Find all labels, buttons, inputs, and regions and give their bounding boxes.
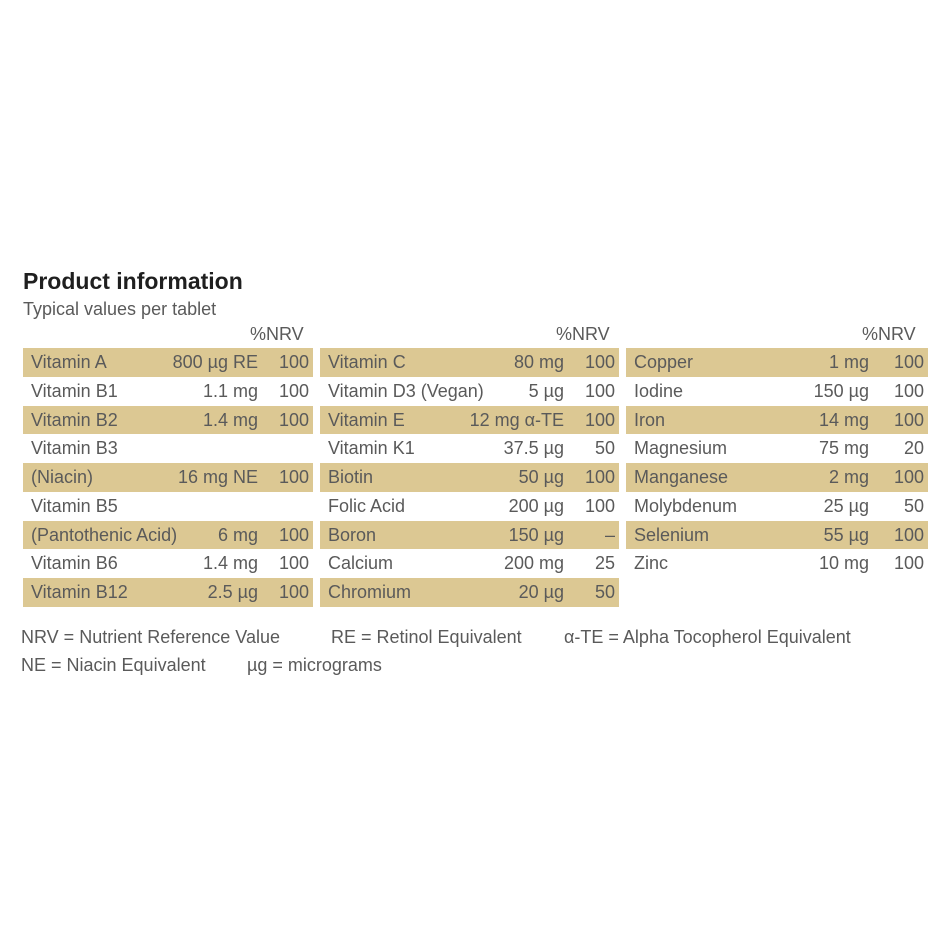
- nutrient-amount: 800 µg RE: [172, 352, 258, 372]
- table-row: [320, 348, 619, 377]
- nutrient-amount: 16 mg NE: [177, 467, 258, 487]
- table-row: [23, 377, 313, 406]
- table-row: [23, 549, 313, 578]
- nutrient-amount: 20 µg: [518, 582, 564, 602]
- nutrient-nrv: 100: [584, 380, 615, 401]
- nutrient-nrv: 100: [584, 352, 615, 372]
- footnote-nrv: NRV = Nutrient Reference Value: [21, 627, 280, 647]
- table-row: [23, 492, 313, 521]
- nutrient-name: Manganese: [634, 467, 729, 487]
- nutrient-amount: 50 µg: [518, 467, 564, 487]
- nutrient-name: Vitamin B1: [31, 380, 118, 401]
- table-row: [23, 406, 313, 435]
- nutrient-amount: 200 mg: [503, 553, 564, 574]
- nutrient-nrv: 100: [278, 409, 309, 430]
- nutrient-amount: 1 mg: [828, 352, 869, 372]
- nutrient-name: Vitamin B3: [31, 438, 118, 459]
- table-row: [626, 434, 928, 463]
- table-row: [626, 492, 928, 521]
- table-row: [626, 377, 928, 406]
- table-row: [23, 434, 313, 463]
- nutrient-nrv: –: [604, 524, 615, 545]
- nutrient-nrv: 100: [893, 524, 924, 545]
- nutrient-name: Vitamin B2: [31, 409, 118, 430]
- nutrient-amount: 25 µg: [823, 495, 869, 516]
- footnote-re: RE = Retinol Equivalent: [331, 627, 522, 647]
- nutrient-amount: 10 mg: [818, 553, 869, 574]
- nutrient-name: Vitamin B5: [31, 495, 118, 516]
- table-row: [626, 406, 928, 435]
- nutrient-nrv: 100: [278, 380, 309, 401]
- nutrient-name: Vitamin K1: [328, 438, 415, 459]
- table-row: [23, 578, 313, 607]
- nutrient-nrv: 50: [594, 582, 615, 602]
- nutrient-name: Chromium: [328, 582, 412, 602]
- nutrient-nrv: 100: [278, 352, 309, 372]
- nutrient-amount: 2.5 µg: [207, 582, 258, 602]
- nutrient-name: Biotin: [328, 467, 374, 487]
- nutrient-amount: 1.4 mg: [202, 553, 258, 574]
- nutrient-amount: 14 mg: [818, 409, 869, 430]
- nutrient-nrv: 20: [903, 438, 924, 459]
- nutrient-amount: 1.1 mg: [202, 380, 258, 401]
- table-row: [626, 463, 928, 492]
- table-row: [320, 377, 619, 406]
- footnote-ne: NE = Niacin Equivalent: [21, 655, 206, 675]
- page-title: Product information: [23, 268, 243, 294]
- nutrient-name: Copper: [634, 352, 694, 372]
- nutrient-name: Vitamin B12: [31, 582, 128, 602]
- nutrient-amount: 75 mg: [818, 438, 869, 459]
- nutrient-amount: 1.4 mg: [202, 409, 258, 430]
- nutrient-nrv: 100: [584, 409, 615, 430]
- footnote-line-1: [21, 627, 941, 651]
- nutrient-name: (Niacin): [31, 467, 94, 487]
- nutrient-amount: 55 µg: [823, 524, 869, 545]
- nutrient-amount: 150 µg: [813, 380, 869, 401]
- nutrient-name: Folic Acid: [328, 495, 406, 516]
- nutrient-amount: 150 µg: [508, 524, 564, 545]
- nutrient-name: Molybdenum: [634, 495, 738, 516]
- nutrient-nrv: 100: [278, 553, 309, 574]
- nutrient-nrv: 50: [903, 495, 924, 516]
- table-row: [23, 348, 313, 377]
- table-row: [320, 406, 619, 435]
- nutrient-name: Vitamin C: [328, 352, 406, 372]
- nrv-header-col2: %NRV: [556, 324, 610, 344]
- table-row: [23, 521, 313, 550]
- nrv-header-col1: %NRV: [250, 324, 304, 344]
- table-row: [320, 521, 619, 550]
- footnote-line-2: [21, 655, 941, 679]
- nutrient-name: Magnesium: [634, 438, 728, 459]
- table-row: [626, 549, 928, 578]
- nutrient-name: Zinc: [634, 553, 669, 574]
- nutrient-amount: 5 µg: [528, 380, 564, 401]
- nutrient-nrv: 25: [594, 553, 615, 574]
- nutrient-amount: 200 µg: [508, 495, 564, 516]
- nutrient-table-col3: [626, 348, 928, 578]
- nutrient-nrv: 100: [278, 582, 309, 602]
- nutrient-nrv: 100: [278, 524, 309, 545]
- table-row: [320, 463, 619, 492]
- footnote-ug: µg = micrograms: [247, 655, 382, 675]
- table-row: [320, 549, 619, 578]
- nutrient-amount: 6 mg: [217, 524, 258, 545]
- nutrient-name: Boron: [328, 524, 377, 545]
- nutrient-name: Iodine: [634, 380, 684, 401]
- nutrient-amount: 12 mg α-TE: [469, 409, 564, 430]
- table-row: [626, 521, 928, 550]
- nutrient-name: Vitamin A: [31, 352, 107, 372]
- nutrient-name: Selenium: [634, 524, 710, 545]
- nutrient-nrv: 50: [594, 438, 615, 459]
- page-subtitle: Typical values per tablet: [23, 299, 217, 319]
- nutrient-name: (Pantothenic Acid): [31, 524, 178, 545]
- table-row: [320, 492, 619, 521]
- nutrient-name: Vitamin E: [328, 409, 405, 430]
- nrv-header-col3: %NRV: [862, 324, 916, 344]
- nutrient-nrv: 100: [584, 467, 615, 487]
- nutrient-amount: 37.5 µg: [503, 438, 564, 459]
- nutrient-table-col2: [320, 348, 619, 607]
- table-row: [23, 463, 313, 492]
- nutrient-amount: 2 mg: [828, 467, 869, 487]
- nutrient-amount: 80 mg: [513, 352, 564, 372]
- footnote-ate: α-TE = Alpha Tocopherol Equivalent: [564, 627, 851, 647]
- nutrient-name: Iron: [634, 409, 666, 430]
- nutrient-nrv: 100: [893, 467, 924, 487]
- nutrient-name: Calcium: [328, 553, 394, 574]
- nutrient-table-col1: [23, 348, 313, 607]
- nutrient-name: Vitamin D3 (Vegan): [328, 380, 484, 401]
- nutrient-nrv: 100: [893, 409, 924, 430]
- nutrient-nrv: 100: [893, 352, 924, 372]
- nutrient-nrv: 100: [278, 467, 309, 487]
- nutrient-name: Vitamin B6: [31, 553, 118, 574]
- table-row: [626, 348, 928, 377]
- nutrient-nrv: 100: [893, 380, 924, 401]
- nutrient-nrv: 100: [584, 495, 615, 516]
- table-row: [320, 434, 619, 463]
- nutrient-nrv: 100: [893, 553, 924, 574]
- table-row: [320, 578, 619, 607]
